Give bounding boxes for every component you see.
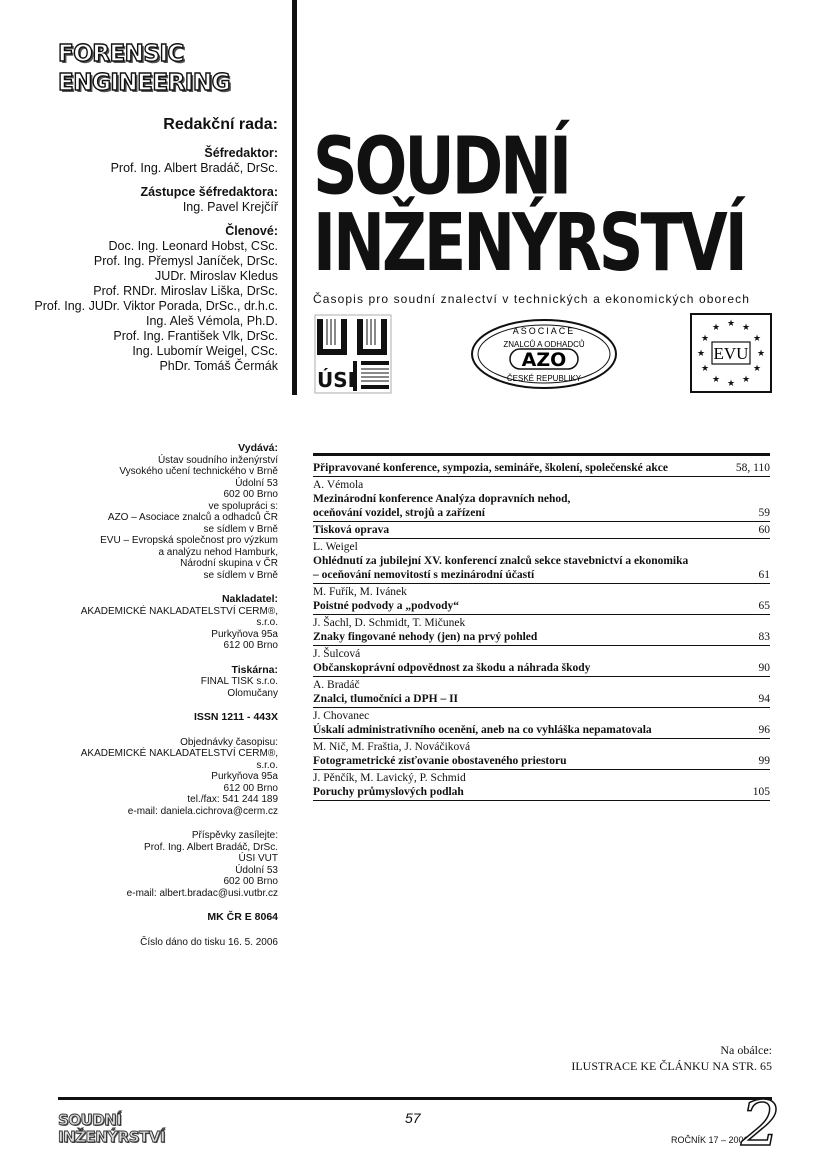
volume-year: ROČNÍK 17 – 2006 (671, 1135, 749, 1145)
article-title: Znalci, tlumočníci a DPH – II (313, 693, 459, 705)
article-author: J. Pěnčík, M. Lavický, P. Schmid (313, 772, 466, 784)
colophon-line: Prof. Ing. Albert Bradáč, DrSc. (144, 841, 278, 853)
contents-entry (313, 477, 770, 522)
colophon-line: e-mail: daniela.cichrova@cerm.cz (127, 805, 278, 817)
evu-star-icon: ★ (741, 323, 751, 333)
article-title: Znaky fingované nehody (jen) na prvý pohled (313, 631, 538, 643)
chief-editor: Prof. Ing. Albert Bradáč, DrSc. (110, 161, 278, 175)
contents-entry (313, 770, 770, 801)
colophon-line: a analýzu nehod Hamburk, (158, 546, 278, 558)
board-member: Prof. Ing. František Vlk, DrSc. (113, 329, 278, 343)
evu-star-icon: ★ (756, 349, 766, 359)
contents-entry (313, 708, 770, 739)
board-member: Ing. Lubomír Weigel, CSc. (132, 344, 278, 358)
article-author: A. Vémola (313, 479, 364, 491)
tiskarna-label: Tiskárna: (231, 663, 278, 676)
chief-editor-label: Šéfredaktor: (204, 146, 278, 160)
azo-mid-text: ZNALCŮ A ODHADCŮ (503, 340, 585, 349)
article-title: Poruchy průmyslových podlah (313, 786, 464, 798)
colophon-line: ve spolupráci s: (208, 500, 278, 512)
colophon-line: Purkyňova 95a (211, 771, 278, 782)
colophon-line: 602 00 Brno (223, 876, 278, 887)
board-member: JUDr. Miroslav Kledus (155, 269, 278, 283)
board-member: Doc. Ing. Leonard Hobst, CSc. (108, 239, 278, 253)
cover-text: ILUSTRACE KE ČLÁNKU NA STR. 65 (571, 1059, 772, 1073)
article-author: L. Weigel (313, 541, 358, 553)
colophon-line: 612 00 Brno (223, 782, 278, 794)
print-date: Číslo dáno do tisku 16. 5. 2006 (140, 936, 278, 948)
journal-title-line-2: INŽENÝRSTVÍ (313, 195, 745, 290)
footer-logo (58, 1112, 165, 1146)
article-page: 83 (758, 631, 770, 643)
azo-logo (470, 318, 618, 390)
page-number: 57 (405, 1110, 421, 1126)
colophon-line: Příspěvky zasílejte: (191, 830, 278, 841)
article-title: oceňování vozidel, strojů a zařízení (313, 507, 485, 519)
colophon-line: Údolní 53 (235, 477, 278, 489)
usi-logo (313, 313, 393, 395)
colophon-line: Národní skupina v ČR (180, 558, 278, 569)
article-author: M. Nič, M. Fraštia, J. Nováčiková (313, 741, 471, 753)
article-page: 65 (758, 600, 770, 612)
submissions-block (60, 830, 278, 899)
evu-star-icon: ★ (752, 364, 762, 374)
article-author: J. Chovanec (313, 710, 370, 722)
evu-star-icon: ★ (700, 334, 710, 344)
colophon (60, 443, 278, 948)
article-author: M. Fuřík, M. Ivánek (313, 586, 407, 598)
article-page: 94 (758, 693, 770, 705)
article-page: 61 (758, 569, 770, 581)
contents-entry (313, 584, 770, 615)
article-author: J. Šulcová (313, 648, 361, 660)
board-member: Prof. RNDr. Miroslav Liška, DrSc. (93, 284, 278, 298)
footer-rule (58, 1097, 772, 1100)
deputy-editor-label: Zástupce šéfredaktora: (140, 185, 278, 199)
colophon-line: Objednávky časopisu: (180, 736, 278, 748)
footer-logo-line-2: INŽENÝRSTVÍ (58, 1128, 165, 1146)
journal-title (313, 119, 745, 290)
colophon-line: se sídlem v Brně (203, 523, 278, 535)
cover-label: Na obálce: (720, 1043, 772, 1057)
colophon-line: Ústav soudního inženýrství (157, 454, 278, 466)
contents-top-rule (313, 453, 770, 456)
azo-main-text: AZO (521, 349, 567, 371)
evu-star-icon: ★ (752, 334, 762, 344)
contents-entry (313, 615, 770, 646)
contents-list (313, 460, 770, 801)
azo-bottom-text: ČESKÉ REPUBLIKY (506, 374, 582, 383)
footer-logo-line-1: SOUDNÍ (58, 1111, 122, 1129)
evu-star-icon: ★ (711, 323, 721, 333)
colophon-line: 602 00 Brno (223, 489, 278, 500)
article-title: Úskalí administrativního ocenění, aneb na co vyhláška nepamatovala (313, 724, 652, 736)
colophon-line: EVU – Evropská společnost pro výzkum (100, 535, 278, 546)
members-list (18, 239, 278, 374)
contents-entry (313, 522, 770, 539)
article-title: Mezinárodní konference Analýza dopravních nehod, (313, 493, 571, 505)
issn: ISSN 1211 - 443X (193, 711, 278, 723)
colophon-line: ÚSI VUT (238, 853, 278, 864)
board-member: PhDr. Tomáš Čermák (159, 359, 278, 373)
article-page: 99 (758, 755, 770, 767)
colophon-line: e-mail: albert.bradac@usi.vutbr.cz (126, 887, 278, 899)
evu-star-icon: ★ (741, 375, 751, 385)
publisher-label: Vydává: (238, 442, 278, 454)
article-title: Občanskoprávní odpovědnost za škodu a náhrada škody (313, 662, 591, 674)
colophon-line: se sídlem v Brně (203, 569, 278, 581)
article-page: 59 (758, 507, 770, 519)
article-title: Ohlédnutí za jubilejní XV. konferencí znalců sekce stavebnictví a ekonomika (313, 555, 689, 567)
publisher-block (60, 455, 278, 582)
journal-title-line-1: SOUDNÍ (313, 119, 570, 213)
colophon-line: AKADEMICKÉ NAKLADATELSTVÍ CERM®, s.r.o. (80, 605, 278, 628)
article-title: – oceňování nemovitostí s mezinárodní účastí (313, 569, 535, 581)
colophon-line: 612 00 Brno (223, 640, 278, 651)
colophon-line: FINAL TISK s.r.o. (200, 676, 278, 687)
mkcr-registration: MK ČR E 8064 (207, 911, 278, 923)
article-page: 105 (752, 786, 770, 798)
article-page: 60 (758, 524, 770, 536)
members-label: Členové: (225, 224, 278, 238)
tiskarna-block (60, 676, 278, 699)
board-member: Ing. Aleš Vémola, Ph.D. (145, 314, 278, 328)
article-page: 90 (758, 662, 770, 674)
nakladatel-block (60, 606, 278, 652)
colophon-line: tel./fax: 541 244 189 (187, 794, 278, 805)
article-page: 58, 110 (735, 462, 770, 474)
contents-entry (313, 460, 770, 477)
azo-top-text: ASOCIACE (512, 326, 576, 336)
contents-entry (313, 677, 770, 708)
forensic-line-1: FORENSIC (58, 41, 184, 67)
journal-subtitle: Časopis pro soudní znalectví v technických a ekonomických oborech (313, 292, 751, 306)
evu-star-icon: ★ (711, 375, 721, 385)
deputy-editor: Ing. Pavel Krejčíř (182, 200, 278, 214)
colophon-line: AKADEMICKÉ NAKLADATELSTVÍ CERM®, s.r.o. (80, 748, 278, 771)
editorial-board (18, 117, 278, 374)
contents-entry (313, 646, 770, 677)
article-title: Poistné podvody a „podvody“ (313, 600, 460, 612)
evu-star-icon: ★ (696, 349, 706, 359)
article-title: Tisková oprava (313, 524, 390, 536)
board-heading: Redakční rada: (163, 116, 278, 133)
colophon-line: Údolní 53 (235, 864, 278, 876)
article-author: J. Šachl, D. Schmidt, T. Mičunek (313, 617, 466, 629)
forensic-line-2: ENGINEERING (58, 70, 230, 96)
board-member: Prof. Ing. Přemysl Janíček, DrSc. (93, 254, 278, 268)
colophon-line: Vysokého učení technického v Brně (119, 466, 278, 477)
evu-star-icon: ★ (700, 364, 710, 374)
article-title: Fotogrametrické zisťovanie obostaveného priestoru (313, 755, 567, 767)
issue-number: 2 (741, 1087, 781, 1160)
forensic-engineering-logo (58, 40, 230, 98)
colophon-line: Purkyňova 95a (211, 628, 278, 640)
article-author: A. Bradáč (313, 679, 360, 691)
usi-logo-text: ÚSI (317, 368, 356, 392)
article-title: Připravované konference, sympozia, semináře, školení, společenské akce (313, 462, 668, 474)
vertical-rule (292, 0, 297, 395)
evu-star-icon: ★ (726, 379, 736, 389)
colophon-line: AZO – Asociace znalců a odhadců ČR (107, 512, 278, 523)
evu-logo-text: EVU (713, 344, 749, 363)
evu-star-icon: ★ (726, 319, 736, 329)
orders-block (60, 737, 278, 818)
board-member: Prof. Ing. JUDr. Viktor Porada, DrSc., dr.h.c. (34, 299, 278, 313)
contents-entry (313, 539, 770, 584)
cover-note (571, 1042, 772, 1074)
colophon-line: Olomučany (227, 687, 278, 699)
nakladatel-label: Nakladatel: (221, 593, 278, 605)
article-page: 96 (758, 724, 770, 736)
evu-logo (690, 313, 772, 393)
table-of-contents (313, 453, 770, 801)
contents-entry (313, 739, 770, 770)
